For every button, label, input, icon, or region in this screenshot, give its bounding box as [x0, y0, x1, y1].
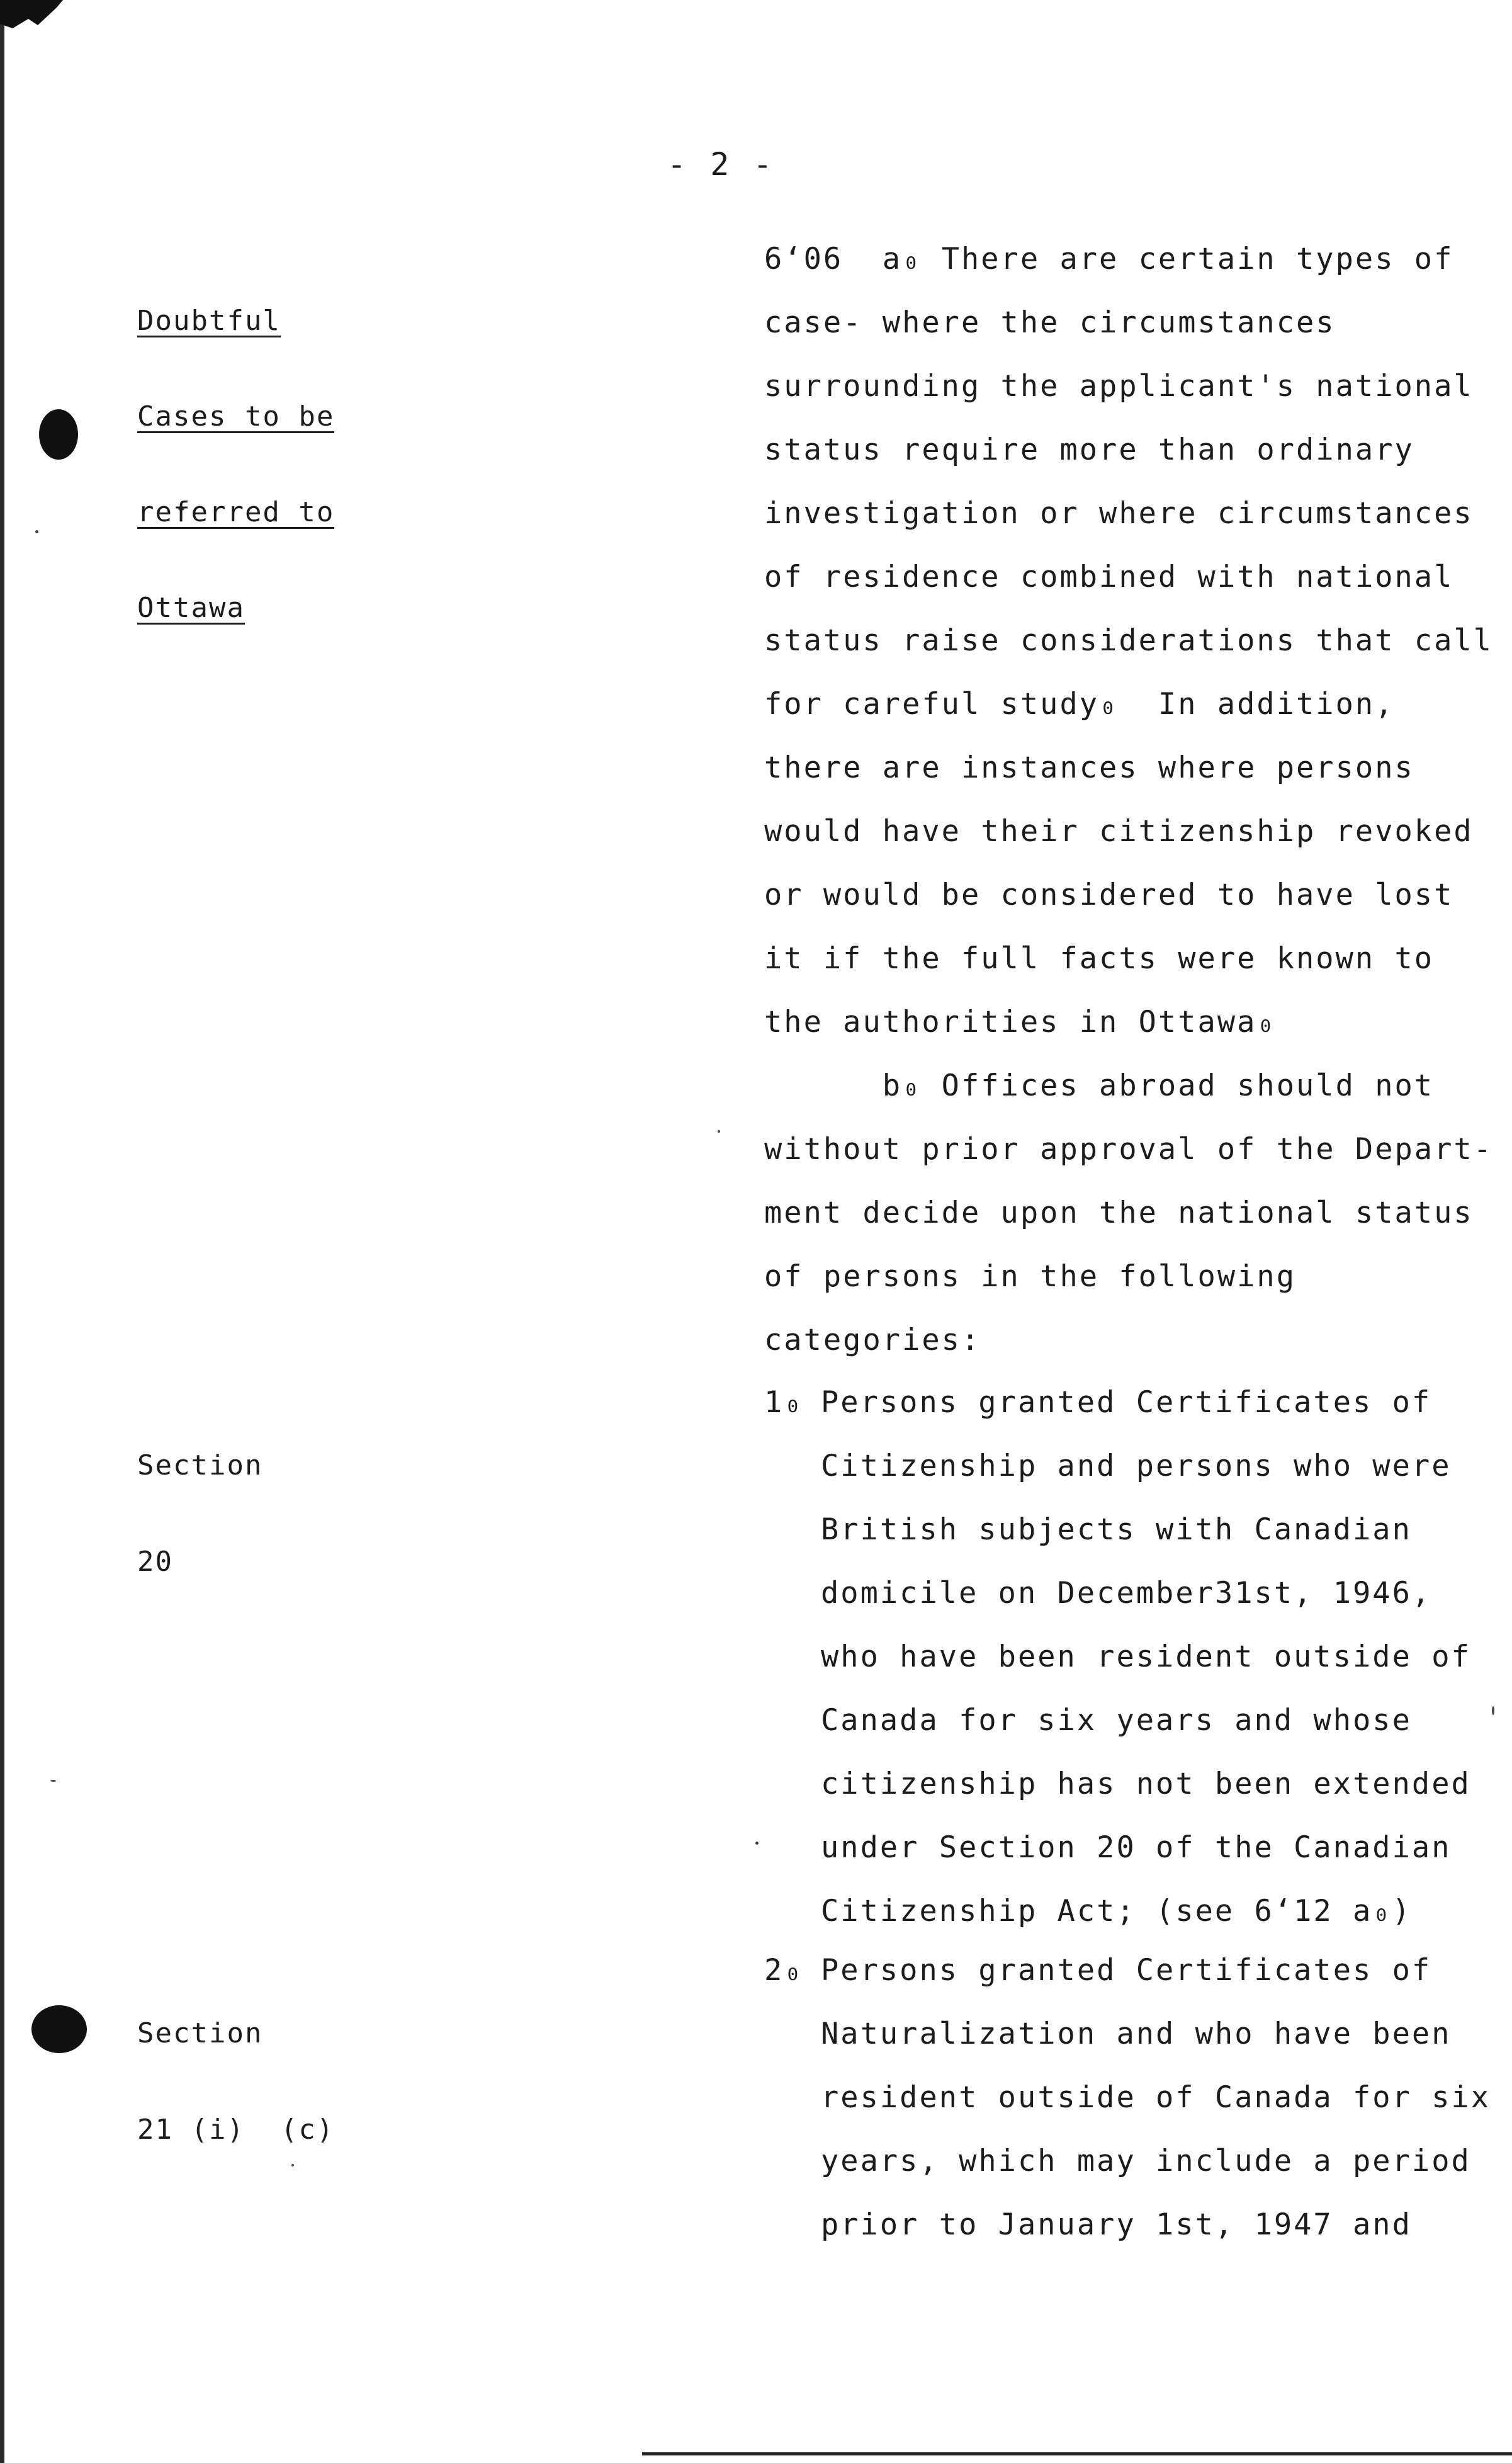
body-line: it if the full facts were known to	[764, 941, 1435, 976]
body-line: 6‘06 a₀ There are certain types of	[764, 242, 1454, 276]
list-item-number: 1₀	[764, 1385, 804, 1420]
body-line: b₀ Offices abroad should not	[764, 1068, 1435, 1103]
scan-left-edge	[0, 0, 4, 2463]
margin-note-section-21	[137, 1953, 334, 2210]
body-line: or would be considered to have lost	[764, 878, 1454, 912]
margin-note-line: 20	[137, 1546, 173, 1578]
body-line: status require more than ordinary	[764, 433, 1414, 467]
list-item-line: citizenship has not been extended	[821, 1767, 1471, 1801]
scan-speck	[755, 1842, 759, 1845]
body-line: without prior approval of the Depart-	[764, 1132, 1493, 1167]
body-line: case‐ where the circumstances	[764, 305, 1336, 340]
list-item-line: Persons granted Certificates of	[821, 1385, 1432, 1420]
list-item-line: Persons granted Certificates of	[821, 1953, 1432, 1988]
list-item-line: under Section 20 of the Canadian	[821, 1830, 1452, 1865]
body-line: status raise considerations that call	[764, 623, 1493, 658]
list-item-line: resident outside of Canada for six	[821, 2080, 1491, 2115]
body-line: ment decide upon the national status	[764, 1196, 1474, 1230]
margin-note-line: Section	[137, 2017, 263, 2049]
scan-corner-mark	[0, 0, 76, 57]
margin-heading-line: Doubtful	[137, 305, 281, 337]
scan-speck	[50, 1780, 56, 1782]
body-line: would have their citizenship revoked	[764, 814, 1474, 849]
margin-heading-line: Cases to be	[137, 400, 335, 433]
list-item-line: Naturalization and who have been	[821, 2017, 1452, 2051]
body-line: the authorities in Ottawa₀	[764, 1005, 1277, 1039]
list-item-line: prior to January 1st, 1947 and	[821, 2207, 1412, 2242]
body-line: surrounding the applicant's national	[764, 369, 1474, 404]
list-item-line: years, which may include a period	[821, 2144, 1471, 2178]
list-item-line: Canada for six years and whose	[821, 1703, 1412, 1738]
body-line: there are instances where persons	[764, 750, 1414, 785]
punch-hole-bottom	[31, 2005, 87, 2053]
margin-heading-line: Ottawa	[137, 592, 245, 624]
bottom-rule	[642, 2452, 1512, 2455]
punch-hole-top	[39, 409, 78, 460]
margin-note-line: Section	[137, 1449, 263, 1481]
list-item-line: Citizenship Act; (see 6‘12 a₀)	[821, 1894, 1412, 1928]
margin-heading-line: referred to	[137, 496, 335, 528]
scan-speck	[718, 1130, 720, 1133]
list-item-line: domicile on December31st, 1946,	[821, 1576, 1432, 1611]
page-number: - 2 -	[667, 146, 775, 183]
margin-note-section-20	[137, 1385, 262, 1642]
body-line: investigation or where circumstances	[764, 496, 1474, 531]
margin-heading-doubtful-cases	[137, 242, 334, 689]
body-line: for careful study₀ In addition,	[764, 687, 1395, 722]
margin-note-line: 21 (i) (c)	[137, 2114, 335, 2146]
scan-speck	[1492, 1706, 1494, 1715]
list-item-line: British subjects with Canadian	[821, 1512, 1412, 1547]
body-line: of persons in the following	[764, 1259, 1297, 1294]
list-item-number: 2₀	[764, 1953, 804, 1988]
body-line: categories:	[764, 1323, 981, 1357]
list-item-line: Citizenship and persons who were	[821, 1449, 1452, 1483]
scan-speck	[35, 530, 38, 533]
body-line: of residence combined with national	[764, 560, 1454, 594]
list-item-line: who have been resident outside of	[821, 1639, 1471, 1674]
